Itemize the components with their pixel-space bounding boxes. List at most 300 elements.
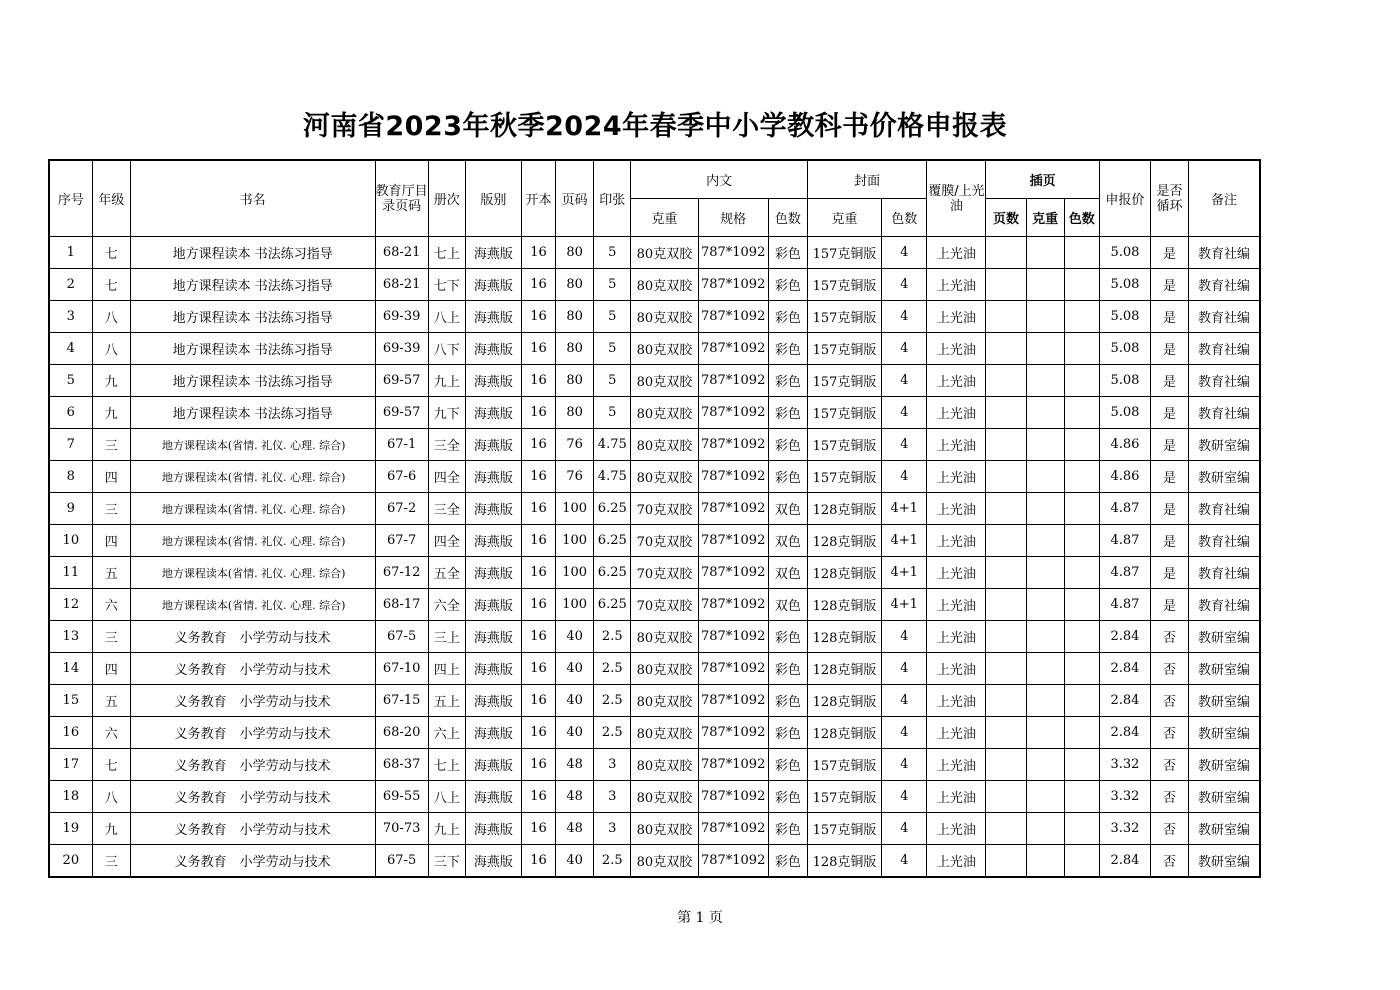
- cell-inner-color: 彩色: [768, 845, 807, 878]
- cell-coating: 上光油: [927, 717, 986, 749]
- cell-cover-weight: 157克铜版: [807, 781, 881, 813]
- cell-sheets: 3: [594, 813, 631, 845]
- cell-cover-color: 4: [882, 237, 927, 269]
- cell-volume: 四上: [428, 653, 465, 685]
- cell-inner-weight: 80克双胶: [631, 461, 698, 493]
- cell-insert-weight: [1026, 301, 1064, 333]
- cell-catalog-page: 68-21: [375, 269, 428, 301]
- cell-edition: 海燕版: [465, 525, 521, 557]
- cell-edition: 海燕版: [465, 653, 521, 685]
- cell-book-name: 义务教育 小学劳动与技术: [130, 685, 375, 717]
- cell-grade: 三: [92, 845, 130, 878]
- cell-catalog-page: 67-1: [375, 429, 428, 461]
- cell-seq: 7: [49, 429, 92, 461]
- cell-recycle: 是: [1151, 269, 1189, 301]
- cell-note: 教研室编: [1189, 749, 1260, 781]
- cell-seq: 3: [49, 301, 92, 333]
- cell-inner-color: 彩色: [768, 461, 807, 493]
- cell-seq: 4: [49, 333, 92, 365]
- cell-price: 2.84: [1099, 621, 1150, 653]
- cell-grade: 四: [92, 461, 130, 493]
- table-row: [49, 461, 1260, 493]
- cell-format: 16: [522, 525, 556, 557]
- cell-cover-color: 4+1: [882, 493, 927, 525]
- cell-catalog-page: 69-55: [375, 781, 428, 813]
- cell-insert-color: [1064, 717, 1099, 749]
- cell-sheets: 6.25: [594, 493, 631, 525]
- cell-insert-color: [1064, 685, 1099, 717]
- cell-pages: 48: [556, 813, 594, 845]
- cell-grade: 八: [92, 301, 130, 333]
- cell-grade: 七: [92, 269, 130, 301]
- cell-coating: 上光油: [927, 557, 986, 589]
- cell-recycle: 否: [1151, 717, 1189, 749]
- cell-coating: 上光油: [927, 397, 986, 429]
- cell-inner-spec: 787*1092: [698, 749, 768, 781]
- cell-insert-color: [1064, 333, 1099, 365]
- cell-cover-weight: 128克铜版: [807, 589, 881, 621]
- cell-insert-color: [1064, 621, 1099, 653]
- cell-book-name: 义务教育 小学劳动与技术: [130, 845, 375, 878]
- table-row: [49, 429, 1260, 461]
- cell-sheets: 5: [594, 365, 631, 397]
- cell-pages: 80: [556, 269, 594, 301]
- cell-pages: 80: [556, 365, 594, 397]
- cell-seq: 6: [49, 397, 92, 429]
- cell-cover-weight: 128克铜版: [807, 493, 881, 525]
- header-book-name: 书名: [130, 160, 375, 237]
- cell-grade: 八: [92, 333, 130, 365]
- table-row: [49, 525, 1260, 557]
- cell-book-name: 地方课程读本(省情. 礼仪. 心理. 综合): [130, 557, 375, 589]
- cell-note: 教育社编: [1189, 333, 1260, 365]
- cell-cover-weight: 128克铜版: [807, 525, 881, 557]
- cell-sheets: 5: [594, 301, 631, 333]
- cell-note: 教育社编: [1189, 493, 1260, 525]
- cell-catalog-page: 68-21: [375, 237, 428, 269]
- cell-insert-weight: [1026, 333, 1064, 365]
- cell-price: 4.87: [1099, 525, 1150, 557]
- cell-edition: 海燕版: [465, 237, 521, 269]
- cell-grade: 五: [92, 685, 130, 717]
- cell-inner-spec: 787*1092: [698, 621, 768, 653]
- header-inner-color: 色数: [768, 199, 807, 237]
- cell-seq: 1: [49, 237, 92, 269]
- cell-recycle: 否: [1151, 621, 1189, 653]
- cell-inner-weight: 70克双胶: [631, 589, 698, 621]
- cell-seq: 12: [49, 589, 92, 621]
- cell-recycle: 是: [1151, 525, 1189, 557]
- cell-cover-weight: 157克铜版: [807, 365, 881, 397]
- cell-insert-weight: [1026, 365, 1064, 397]
- cell-pages: 40: [556, 653, 594, 685]
- cell-sheets: 2.5: [594, 653, 631, 685]
- footer-prefix: 第: [677, 910, 692, 926]
- cell-insert-pages: [986, 557, 1026, 589]
- cell-cover-weight: 128克铜版: [807, 845, 881, 878]
- cell-cover-color: 4: [882, 301, 927, 333]
- header-coating: 覆膜/上光油: [927, 160, 986, 237]
- cell-edition: 海燕版: [465, 557, 521, 589]
- cell-price: 4.86: [1099, 461, 1150, 493]
- cell-cover-weight: 157克铜版: [807, 813, 881, 845]
- cell-inner-color: 双色: [768, 493, 807, 525]
- cell-format: 16: [522, 813, 556, 845]
- cell-note: 教研室编: [1189, 621, 1260, 653]
- cell-edition: 海燕版: [465, 685, 521, 717]
- cell-catalog-page: 70-73: [375, 813, 428, 845]
- cell-recycle: 是: [1151, 493, 1189, 525]
- cell-inner-spec: 787*1092: [698, 845, 768, 878]
- cell-note: 教育社编: [1189, 589, 1260, 621]
- cell-seq: 17: [49, 749, 92, 781]
- cell-insert-color: [1064, 237, 1099, 269]
- cell-format: 16: [522, 237, 556, 269]
- cell-sheets: 4.75: [594, 429, 631, 461]
- cell-note: 教育社编: [1189, 525, 1260, 557]
- cell-grade: 九: [92, 813, 130, 845]
- header-inner-weight: 克重: [631, 199, 698, 237]
- cell-format: 16: [522, 269, 556, 301]
- cell-inner-spec: 787*1092: [698, 333, 768, 365]
- cell-sheets: 5: [594, 397, 631, 429]
- cell-recycle: 否: [1151, 749, 1189, 781]
- header-insert-pages: 页数: [986, 199, 1026, 237]
- cell-price: 5.08: [1099, 269, 1150, 301]
- cell-book-name: 义务教育 小学劳动与技术: [130, 749, 375, 781]
- cell-recycle: 是: [1151, 589, 1189, 621]
- cell-format: 16: [522, 685, 556, 717]
- cell-insert-pages: [986, 781, 1026, 813]
- cell-recycle: 否: [1151, 781, 1189, 813]
- cell-note: 教育社编: [1189, 397, 1260, 429]
- cell-insert-pages: [986, 717, 1026, 749]
- cell-recycle: 是: [1151, 333, 1189, 365]
- table-row: [49, 589, 1260, 621]
- cell-insert-pages: [986, 269, 1026, 301]
- cell-sheets: 6.25: [594, 589, 631, 621]
- cell-format: 16: [522, 365, 556, 397]
- cell-coating: 上光油: [927, 365, 986, 397]
- cell-edition: 海燕版: [465, 333, 521, 365]
- cell-format: 16: [522, 653, 556, 685]
- cell-edition: 海燕版: [465, 845, 521, 878]
- cell-volume: 八下: [428, 333, 465, 365]
- cell-catalog-page: 69-57: [375, 397, 428, 429]
- cell-book-name: 地方课程读本(省情. 礼仪. 心理. 综合): [130, 589, 375, 621]
- cell-catalog-page: 67-2: [375, 493, 428, 525]
- cell-inner-color: 彩色: [768, 749, 807, 781]
- cell-insert-color: [1064, 749, 1099, 781]
- cell-inner-spec: 787*1092: [698, 653, 768, 685]
- cell-edition: 海燕版: [465, 717, 521, 749]
- cell-note: 教研室编: [1189, 813, 1260, 845]
- cell-inner-weight: 80克双胶: [631, 749, 698, 781]
- cell-recycle: 否: [1151, 813, 1189, 845]
- header-cover-weight: 克重: [807, 199, 881, 237]
- cell-book-name: 义务教育 小学劳动与技术: [130, 653, 375, 685]
- cell-insert-pages: [986, 845, 1026, 878]
- cell-volume: 六上: [428, 717, 465, 749]
- cell-inner-color: 彩色: [768, 365, 807, 397]
- cell-note: 教研室编: [1189, 717, 1260, 749]
- cell-grade: 六: [92, 717, 130, 749]
- table-row: [49, 557, 1260, 589]
- cell-catalog-page: 68-17: [375, 589, 428, 621]
- cell-format: 16: [522, 621, 556, 653]
- cell-inner-weight: 80克双胶: [631, 653, 698, 685]
- cell-inner-color: 双色: [768, 525, 807, 557]
- cell-inner-spec: 787*1092: [698, 429, 768, 461]
- table-row: [49, 397, 1260, 429]
- cell-cover-color: 4: [882, 461, 927, 493]
- cell-catalog-page: 68-37: [375, 749, 428, 781]
- table-row: [49, 333, 1260, 365]
- cell-insert-color: [1064, 365, 1099, 397]
- cell-volume: 七上: [428, 749, 465, 781]
- cell-inner-weight: 80克双胶: [631, 365, 698, 397]
- cell-note: 教研室编: [1189, 845, 1260, 878]
- cell-cover-weight: 128克铜版: [807, 717, 881, 749]
- cell-insert-color: [1064, 589, 1099, 621]
- cell-inner-weight: 80克双胶: [631, 237, 698, 269]
- cell-insert-pages: [986, 429, 1026, 461]
- cell-recycle: 是: [1151, 397, 1189, 429]
- cell-grade: 四: [92, 653, 130, 685]
- cell-grade: 三: [92, 429, 130, 461]
- table-row: [49, 717, 1260, 749]
- cell-insert-weight: [1026, 461, 1064, 493]
- header-insert-color: 色数: [1064, 199, 1099, 237]
- cell-inner-spec: 787*1092: [698, 813, 768, 845]
- cell-price: 5.08: [1099, 301, 1150, 333]
- cell-inner-color: 彩色: [768, 813, 807, 845]
- cell-volume: 五全: [428, 557, 465, 589]
- cell-price: 5.08: [1099, 333, 1150, 365]
- cell-insert-color: [1064, 557, 1099, 589]
- cell-inner-weight: 80克双胶: [631, 301, 698, 333]
- cell-seq: 18: [49, 781, 92, 813]
- table-row: [49, 237, 1260, 269]
- cell-inner-spec: 787*1092: [698, 269, 768, 301]
- table-body: [49, 237, 1260, 878]
- cell-cover-weight: 157克铜版: [807, 333, 881, 365]
- cell-volume: 九下: [428, 397, 465, 429]
- cell-price: 3.32: [1099, 749, 1150, 781]
- cell-cover-weight: 157克铜版: [807, 301, 881, 333]
- cell-format: 16: [522, 493, 556, 525]
- cell-seq: 16: [49, 717, 92, 749]
- cell-inner-color: 彩色: [768, 653, 807, 685]
- cell-coating: 上光油: [927, 589, 986, 621]
- table-row: [49, 621, 1260, 653]
- cell-sheets: 5: [594, 269, 631, 301]
- cell-sheets: 6.25: [594, 557, 631, 589]
- cell-edition: 海燕版: [465, 749, 521, 781]
- cell-pages: 48: [556, 749, 594, 781]
- header-inner-spec: 规格: [698, 199, 768, 237]
- table-row: [49, 685, 1260, 717]
- cell-coating: 上光油: [927, 621, 986, 653]
- cell-volume: 六全: [428, 589, 465, 621]
- cell-note: 教研室编: [1189, 653, 1260, 685]
- cell-inner-color: 彩色: [768, 237, 807, 269]
- cell-insert-pages: [986, 237, 1026, 269]
- cell-book-name: 地方课程读本 书法练习指导: [130, 397, 375, 429]
- cell-cover-color: 4: [882, 333, 927, 365]
- cell-insert-weight: [1026, 781, 1064, 813]
- cell-sheets: 2.5: [594, 845, 631, 878]
- cell-insert-pages: [986, 621, 1026, 653]
- cell-inner-spec: 787*1092: [698, 557, 768, 589]
- cell-sheets: 2.5: [594, 717, 631, 749]
- cell-edition: 海燕版: [465, 269, 521, 301]
- table-row: [49, 813, 1260, 845]
- header-inner-group: 内文: [631, 160, 808, 199]
- cell-inner-spec: 787*1092: [698, 685, 768, 717]
- cell-cover-color: 4: [882, 653, 927, 685]
- cell-sheets: 5: [594, 237, 631, 269]
- cell-book-name: 地方课程读本(省情. 礼仪. 心理. 综合): [130, 525, 375, 557]
- cell-sheets: 5: [594, 333, 631, 365]
- cell-insert-weight: [1026, 589, 1064, 621]
- cell-insert-pages: [986, 365, 1026, 397]
- cell-inner-spec: 787*1092: [698, 493, 768, 525]
- cell-grade: 七: [92, 237, 130, 269]
- cell-coating: 上光油: [927, 845, 986, 878]
- cell-grade: 四: [92, 525, 130, 557]
- cell-cover-weight: 157克铜版: [807, 461, 881, 493]
- cell-catalog-page: 67-6: [375, 461, 428, 493]
- cell-inner-spec: 787*1092: [698, 461, 768, 493]
- cell-format: 16: [522, 333, 556, 365]
- cell-catalog-page: 67-15: [375, 685, 428, 717]
- cell-insert-color: [1064, 781, 1099, 813]
- cell-book-name: 地方课程读本(省情. 礼仪. 心理. 综合): [130, 493, 375, 525]
- cell-format: 16: [522, 749, 556, 781]
- cell-coating: 上光油: [927, 461, 986, 493]
- cell-insert-weight: [1026, 749, 1064, 781]
- cell-recycle: 是: [1151, 301, 1189, 333]
- cell-inner-weight: 80克双胶: [631, 397, 698, 429]
- cell-book-name: 义务教育 小学劳动与技术: [130, 717, 375, 749]
- cell-price: 2.84: [1099, 845, 1150, 878]
- cell-insert-weight: [1026, 717, 1064, 749]
- cell-note: 教育社编: [1189, 301, 1260, 333]
- cell-inner-weight: 70克双胶: [631, 525, 698, 557]
- cell-catalog-page: 69-39: [375, 301, 428, 333]
- cell-inner-weight: 80克双胶: [631, 333, 698, 365]
- cell-coating: 上光油: [927, 653, 986, 685]
- cell-volume: 四全: [428, 525, 465, 557]
- cell-grade: 九: [92, 397, 130, 429]
- cell-recycle: 是: [1151, 365, 1189, 397]
- cell-recycle: 否: [1151, 845, 1189, 878]
- cell-inner-spec: 787*1092: [698, 397, 768, 429]
- cell-pages: 100: [556, 493, 594, 525]
- cell-edition: 海燕版: [465, 365, 521, 397]
- cell-inner-weight: 80克双胶: [631, 813, 698, 845]
- cell-insert-weight: [1026, 845, 1064, 878]
- cell-volume: 八上: [428, 781, 465, 813]
- cell-cover-weight: 128克铜版: [807, 685, 881, 717]
- cell-insert-pages: [986, 653, 1026, 685]
- header-sheets: 印张: [594, 160, 631, 237]
- cell-grade: 九: [92, 365, 130, 397]
- cell-insert-color: [1064, 397, 1099, 429]
- cell-grade: 三: [92, 493, 130, 525]
- cell-pages: 80: [556, 301, 594, 333]
- cell-edition: 海燕版: [465, 429, 521, 461]
- cell-note: 教研室编: [1189, 781, 1260, 813]
- cell-pages: 40: [556, 685, 594, 717]
- cell-sheets: 4.75: [594, 461, 631, 493]
- table-header: [49, 160, 1260, 237]
- cell-inner-color: 彩色: [768, 781, 807, 813]
- cell-catalog-page: 68-20: [375, 717, 428, 749]
- cell-volume: 九上: [428, 813, 465, 845]
- cell-seq: 20: [49, 845, 92, 878]
- cell-coating: 上光油: [927, 781, 986, 813]
- cell-insert-color: [1064, 493, 1099, 525]
- table-row: [49, 845, 1260, 878]
- cell-volume: 三上: [428, 621, 465, 653]
- cell-insert-pages: [986, 685, 1026, 717]
- cell-edition: 海燕版: [465, 621, 521, 653]
- cell-inner-color: 彩色: [768, 301, 807, 333]
- cell-format: 16: [522, 845, 556, 878]
- cell-cover-color: 4: [882, 813, 927, 845]
- cell-inner-spec: 787*1092: [698, 525, 768, 557]
- table-row: [49, 749, 1260, 781]
- cell-sheets: 3: [594, 781, 631, 813]
- cell-note: 教育社编: [1189, 269, 1260, 301]
- cell-insert-weight: [1026, 429, 1064, 461]
- cell-cover-weight: 128克铜版: [807, 621, 881, 653]
- cell-inner-weight: 70克双胶: [631, 557, 698, 589]
- cell-inner-spec: 787*1092: [698, 301, 768, 333]
- cell-cover-color: 4: [882, 685, 927, 717]
- cell-edition: 海燕版: [465, 813, 521, 845]
- cell-inner-spec: 787*1092: [698, 237, 768, 269]
- cell-grade: 三: [92, 621, 130, 653]
- header-cover-color: 色数: [882, 199, 927, 237]
- cell-seq: 10: [49, 525, 92, 557]
- cell-coating: 上光油: [927, 813, 986, 845]
- cell-format: 16: [522, 429, 556, 461]
- cell-cover-color: 4: [882, 365, 927, 397]
- cell-insert-color: [1064, 301, 1099, 333]
- table-row: [49, 365, 1260, 397]
- cell-insert-color: [1064, 269, 1099, 301]
- cell-format: 16: [522, 461, 556, 493]
- cell-pages: 40: [556, 621, 594, 653]
- cell-insert-pages: [986, 333, 1026, 365]
- cell-pages: 100: [556, 525, 594, 557]
- cell-coating: 上光油: [927, 493, 986, 525]
- table-row: [49, 301, 1260, 333]
- cell-price: 2.84: [1099, 685, 1150, 717]
- cell-format: 16: [522, 557, 556, 589]
- cell-coating: 上光油: [927, 301, 986, 333]
- cell-note: 教研室编: [1189, 429, 1260, 461]
- cell-price: 3.32: [1099, 813, 1150, 845]
- cell-insert-weight: [1026, 557, 1064, 589]
- cell-insert-pages: [986, 525, 1026, 557]
- cell-cover-color: 4+1: [882, 589, 927, 621]
- cell-seq: 11: [49, 557, 92, 589]
- cell-book-name: 地方课程读本 书法练习指导: [130, 301, 375, 333]
